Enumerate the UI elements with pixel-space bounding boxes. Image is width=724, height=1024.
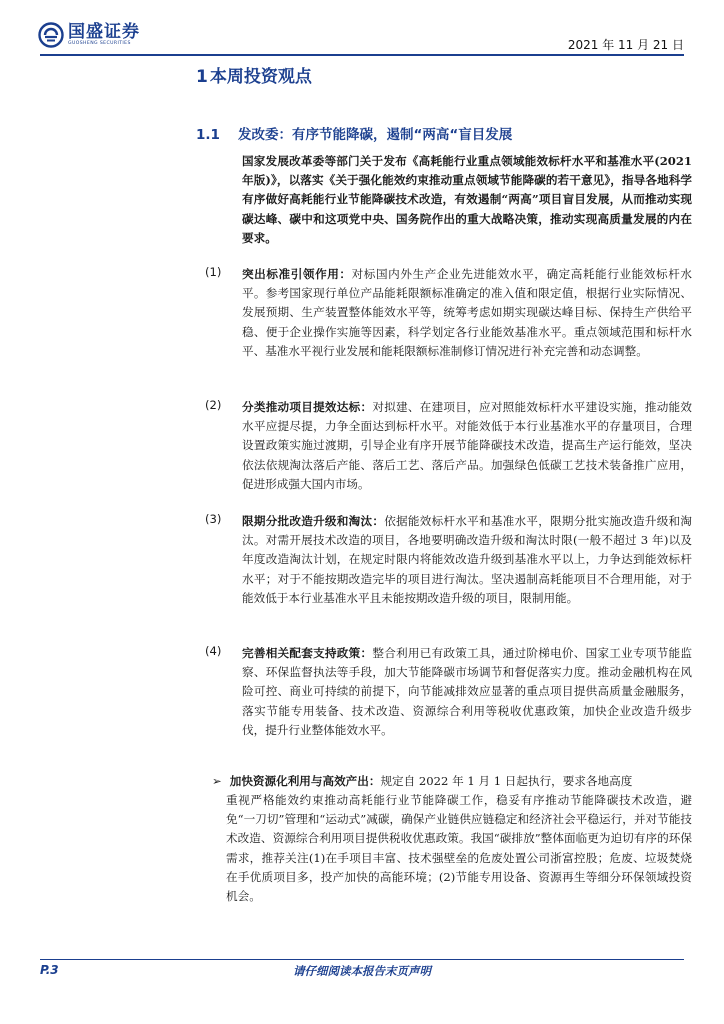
header-divider <box>40 54 684 56</box>
item-title: 完善相关配套支持政策： <box>242 646 373 660</box>
item-number: (1) <box>205 265 222 279</box>
report-date: 2021 年 11 月 21 日 <box>567 38 684 52</box>
item-text: 对标国内外生产企业先进能效水平，确定高耗能行业能效标杆水平。参考国家现行单位产品能耗限额标准确定的准入值和限定值，根据行业实际情况、发展预期、生产装置整体能效水平等，统筹考虑如期实现碳达峰目标、保持生产供给平稳、便于企业操作实施等因素，科学划定各行业能效基准水平。重点领域范围和标杆水平、基准水平视行业发展和能耗限额标准制修订情况进行补充完善和动态调整。 <box>242 267 692 358</box>
item-number: (2) <box>205 398 222 412</box>
page-header <box>0 0 724 56</box>
item-body <box>242 512 692 608</box>
subsection-heading <box>196 123 512 143</box>
section-number: 1 <box>196 67 208 87</box>
item-body <box>242 265 692 361</box>
section-title: 本周投资观点 <box>209 67 312 87</box>
guosheng-logo-icon <box>38 22 64 48</box>
policy-item <box>205 644 692 740</box>
logo-chinese-name: 国盛证券 <box>68 22 140 42</box>
lead-paragraph: 国家发展改革委等部门关于发布《高耗能行业重点领域能效标杆水平和基准水平(2021 年版)》，以落实《关于强化能效约束推动重点领域节能降碳的若干意见》，指导各地科学有序做好高耗能行业节能降碳技术改造，有效遏制“两高”项目盲目发展，从而推动实现碳达峰、碳中和这项党中央、国务院作出的重大战略决策，推动实现高质量发展的内在要求。 <box>242 154 692 245</box>
item-text: 对拟建、在建项目，应对照能效标杆水平建设实施，推动能效水平应提尽提，力争全面达到标杆水平。对能效低于本行业基准水平的存量项目，合理设置政策实施过渡期，引导企业有序开展节能降碳技术改造，提高生产运行能效，坚决依法依规淘汰落后产能、落后工艺、落后产品。加强绿色低碳工艺技术装备推广应用，促进形成强大国内市场。 <box>242 400 692 491</box>
policy-item <box>205 398 692 494</box>
footer-disclaimer: 请仔细阅读本报告末页声明 <box>293 964 431 978</box>
subsection-number: 1.1 <box>196 127 220 143</box>
company-logo <box>38 22 158 48</box>
item-title: 突出标准引领作用： <box>242 267 352 281</box>
policy-item <box>205 512 692 608</box>
section-heading <box>196 62 312 87</box>
item-title: 分类推动项目提效达标： <box>242 400 373 414</box>
page-number: P.3 <box>40 963 59 977</box>
footer-divider <box>40 959 684 960</box>
item-body <box>242 644 692 740</box>
arrow-bullet-icon: ➢ <box>212 774 222 788</box>
item-number: (4) <box>205 644 222 658</box>
item-body <box>242 398 692 494</box>
policy-item <box>205 265 692 361</box>
bullet-text-first: 规定自 2022 年 1 月 1 日起执行，要求各地高度 <box>380 774 633 788</box>
item-text: 依据能效标杆水平和基准水平，限期分批实施改造升级和淘汰。对需开展技术改造的项目，各地要明确改造升级和淘汰时限(一般不超过 3 年)以及年度改造淘汰计划，在规定时限内将能效改造升级到基准水平以上，力争达到能效标杆水平；对于不能按期改造完毕的项目进行淘汰。坚决遏制高耗能项目不合理用能，对于能效低于本行业基准水平且未能按期改造升级的项目，限制用能。 <box>242 514 692 605</box>
bullet-text-continued: 重视严格能效约束推动高耗能行业节能降碳工作，稳妥有序推动节能降碳技术改造，避免“一刀切”管理和“运动式”减碳，确保产业链供应链稳定和经济社会平稳运行，并对节能技术改造、资源综合利用项目提供税收优惠政策。我国“碳排放”整体面临更为迫切有序的环保需求，推荐关注(1)在手项目丰富、技术强壁垒的危废处置公司浙富控股；危废、垃圾焚烧在手优质项目多，投产加快的高能环境；(2)节能专用设备、资源再生等细分环保领域投资机会。 <box>226 793 692 904</box>
bullet-point <box>212 772 692 791</box>
logo-english-name: GUOSHENG SECURITIES <box>68 41 131 46</box>
item-text: 整合利用已有政策工具，通过阶梯电价、国家工业专项节能监察、环保监督执法等手段，加大节能降碳市场调节和督促落实力度。推动金融机构在风险可控、商业可持续的前提下，向节能减排效应显著的重点项目提供高质量金融服务，落实节能专用装备、技术改造、资源综合利用等税收优惠政策，加快企业改造升级步伐，提升行业整体能效水平。 <box>242 646 692 737</box>
item-title: 限期分批改造升级和淘汰： <box>242 514 385 528</box>
item-number: (3) <box>205 512 222 526</box>
bullet-title: 加快资源化利用与高效产出： <box>229 774 381 788</box>
subsection-title: 发改委：有序节能降碳，遏制“两高“盲目发展 <box>238 127 513 143</box>
